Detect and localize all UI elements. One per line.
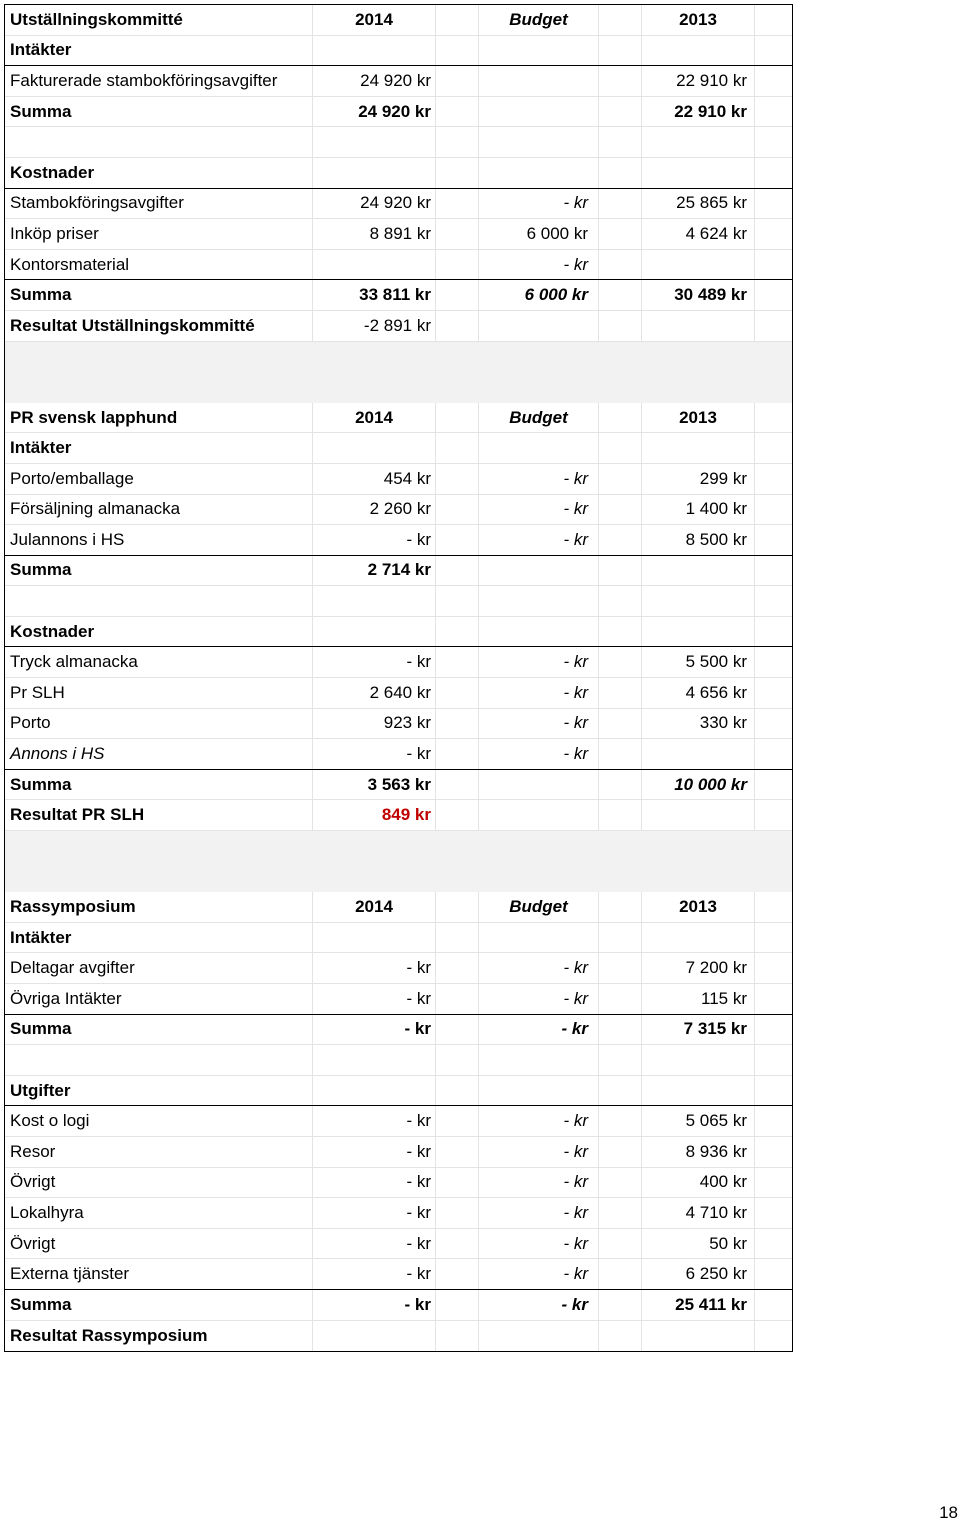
spacer-cell bbox=[599, 739, 642, 769]
spacer-cell bbox=[436, 1229, 479, 1259]
value-budget: - kr bbox=[479, 250, 599, 280]
value-budget: 6 000 kr bbox=[479, 219, 599, 249]
value-2014 bbox=[313, 1321, 436, 1352]
value-2013 bbox=[642, 1321, 755, 1352]
value-2013: 22 910 kr bbox=[642, 66, 755, 96]
row-label bbox=[5, 586, 313, 616]
table-row bbox=[5, 525, 792, 556]
table-row bbox=[5, 250, 792, 281]
value-2014: 24 920 kr bbox=[313, 66, 436, 96]
value-2014: 33 811 kr bbox=[313, 280, 436, 310]
value-2013: 115 kr bbox=[642, 984, 755, 1014]
value-2014: - kr bbox=[313, 1106, 436, 1136]
spacer-cell bbox=[599, 678, 642, 708]
spacer-cell bbox=[436, 617, 479, 647]
value-budget bbox=[479, 586, 599, 616]
spacer-cell bbox=[599, 984, 642, 1014]
page-number: 18 bbox=[939, 1503, 958, 1522]
row-label: Inköp priser bbox=[5, 219, 313, 249]
row-label: Julannons i HS bbox=[5, 525, 313, 555]
table-row bbox=[5, 97, 792, 128]
value-2013 bbox=[642, 739, 755, 769]
section-spacer bbox=[5, 342, 792, 403]
spacer-cell bbox=[599, 1045, 642, 1075]
row-label bbox=[5, 127, 313, 157]
row-label: Fakturerade stambokföringsavgifter bbox=[5, 66, 313, 96]
value-2014 bbox=[313, 617, 436, 647]
value-2013 bbox=[642, 1076, 755, 1106]
spacer-cell bbox=[599, 647, 642, 677]
spacer-cell bbox=[436, 1168, 479, 1198]
value-2013 bbox=[642, 923, 755, 953]
spacer-cell bbox=[436, 464, 479, 494]
spacer-cell bbox=[436, 158, 479, 188]
value-2013 bbox=[642, 311, 755, 341]
spacer-cell bbox=[436, 556, 479, 586]
value-2013: 400 kr bbox=[642, 1168, 755, 1198]
row-label: Annons i HS bbox=[5, 739, 313, 769]
value-2014: 24 920 kr bbox=[313, 189, 436, 219]
value-2013: 10 000 kr bbox=[642, 770, 755, 800]
row-label: Stambokföringsavgifter bbox=[5, 189, 313, 219]
table-row bbox=[5, 647, 792, 678]
value-budget: - kr bbox=[479, 739, 599, 769]
spacer-cell bbox=[436, 1106, 479, 1136]
value-2013: 5 500 kr bbox=[642, 647, 755, 677]
value-budget: Budget bbox=[479, 5, 599, 35]
table-row bbox=[5, 923, 792, 954]
value-budget: - kr bbox=[479, 1229, 599, 1259]
row-label: Summa bbox=[5, 556, 313, 586]
value-2014: - kr bbox=[313, 647, 436, 677]
value-2013 bbox=[642, 36, 755, 66]
value-2014: 2 260 kr bbox=[313, 495, 436, 525]
value-2014 bbox=[313, 923, 436, 953]
table-row bbox=[5, 495, 792, 526]
row-label: Deltagar avgifter bbox=[5, 953, 313, 983]
value-budget bbox=[479, 770, 599, 800]
row-label: Summa bbox=[5, 770, 313, 800]
value-2014: 2 714 kr bbox=[313, 556, 436, 586]
value-2013: 25 411 kr bbox=[642, 1290, 755, 1320]
value-budget: - kr bbox=[479, 953, 599, 983]
spacer-cell bbox=[436, 66, 479, 96]
table-row bbox=[5, 127, 792, 158]
value-2014: - kr bbox=[313, 1259, 436, 1289]
value-2014: 2014 bbox=[313, 5, 436, 35]
value-budget: 6 000 kr bbox=[479, 280, 599, 310]
value-2013: 8 500 kr bbox=[642, 525, 755, 555]
value-budget bbox=[479, 1045, 599, 1075]
row-label: Intäkter bbox=[5, 433, 313, 463]
value-2014: - kr bbox=[313, 1198, 436, 1228]
value-budget: - kr bbox=[479, 525, 599, 555]
value-budget: - kr bbox=[479, 1168, 599, 1198]
spacer-cell bbox=[599, 1229, 642, 1259]
spacer-cell bbox=[436, 36, 479, 66]
value-budget: - kr bbox=[479, 647, 599, 677]
table-row bbox=[5, 1015, 792, 1046]
spacer-cell bbox=[599, 709, 642, 739]
value-budget: - kr bbox=[479, 1106, 599, 1136]
spacer-cell bbox=[599, 1321, 642, 1352]
value-budget bbox=[479, 36, 599, 66]
row-label: Försäljning almanacka bbox=[5, 495, 313, 525]
spacer-cell bbox=[599, 158, 642, 188]
section-spacer bbox=[5, 831, 792, 892]
table-row bbox=[5, 1045, 792, 1076]
value-2014 bbox=[313, 586, 436, 616]
value-2014: 24 920 kr bbox=[313, 97, 436, 127]
spacer-cell bbox=[436, 1259, 479, 1289]
spacer-cell bbox=[436, 770, 479, 800]
spacer-cell bbox=[599, 97, 642, 127]
value-2014 bbox=[313, 433, 436, 463]
table-row bbox=[5, 556, 792, 587]
spacer-cell bbox=[436, 525, 479, 555]
table-row bbox=[5, 158, 792, 189]
table-row bbox=[5, 433, 792, 464]
spacer-cell bbox=[436, 923, 479, 953]
value-budget bbox=[479, 66, 599, 96]
value-2013: 2013 bbox=[642, 5, 755, 35]
spacer-cell bbox=[436, 1290, 479, 1320]
value-budget bbox=[479, 127, 599, 157]
value-2013 bbox=[642, 127, 755, 157]
row-label: Utställningskommitté bbox=[5, 5, 313, 35]
value-2013 bbox=[642, 1045, 755, 1075]
spacer-cell bbox=[436, 1198, 479, 1228]
table-row bbox=[5, 953, 792, 984]
row-label: Resultat Utställningskommitté bbox=[5, 311, 313, 341]
spacer-cell bbox=[436, 953, 479, 983]
section-header-row bbox=[5, 892, 792, 923]
table-row bbox=[5, 739, 792, 770]
value-budget bbox=[479, 311, 599, 341]
value-budget bbox=[479, 800, 599, 830]
spacer-cell bbox=[436, 189, 479, 219]
row-label: Utgifter bbox=[5, 1076, 313, 1106]
value-2013: 7 200 kr bbox=[642, 953, 755, 983]
spacer-cell bbox=[436, 97, 479, 127]
spacer-cell bbox=[599, 923, 642, 953]
spacer-cell bbox=[436, 280, 479, 310]
value-budget bbox=[479, 1076, 599, 1106]
spacer-cell bbox=[436, 739, 479, 769]
row-label: Intäkter bbox=[5, 923, 313, 953]
spacer-cell bbox=[436, 586, 479, 616]
spacer-cell bbox=[599, 617, 642, 647]
row-label: Kontorsmaterial bbox=[5, 250, 313, 280]
value-2013: 330 kr bbox=[642, 709, 755, 739]
spacer-cell bbox=[436, 250, 479, 280]
row-label: Lokalhyra bbox=[5, 1198, 313, 1228]
spacer-cell bbox=[599, 953, 642, 983]
spacer-cell bbox=[599, 770, 642, 800]
row-label: Summa bbox=[5, 1015, 313, 1045]
spacer-cell bbox=[436, 127, 479, 157]
value-budget bbox=[479, 1321, 599, 1352]
value-2013 bbox=[642, 800, 755, 830]
table-row bbox=[5, 800, 792, 831]
spacer-cell bbox=[599, 433, 642, 463]
spacer-cell bbox=[599, 464, 642, 494]
row-label: Resultat Rassymposium bbox=[5, 1321, 313, 1352]
value-2013: 4 656 kr bbox=[642, 678, 755, 708]
value-2013: 5 065 kr bbox=[642, 1106, 755, 1136]
value-2014 bbox=[313, 36, 436, 66]
spacer-cell bbox=[436, 311, 479, 341]
value-2014: 454 kr bbox=[313, 464, 436, 494]
spacer-cell bbox=[436, 433, 479, 463]
spacer-cell bbox=[599, 5, 642, 35]
row-label: Porto bbox=[5, 709, 313, 739]
spacer-cell bbox=[436, 647, 479, 677]
spacer-cell bbox=[599, 1076, 642, 1106]
value-2013: 4 624 kr bbox=[642, 219, 755, 249]
value-2013: 7 315 kr bbox=[642, 1015, 755, 1045]
row-label: Resor bbox=[5, 1137, 313, 1167]
table-row bbox=[5, 617, 792, 648]
table-row bbox=[5, 1198, 792, 1229]
value-2013 bbox=[642, 433, 755, 463]
table-row bbox=[5, 36, 792, 67]
spacer-cell bbox=[436, 1045, 479, 1075]
value-2014: - kr bbox=[313, 1137, 436, 1167]
spacer-cell bbox=[436, 495, 479, 525]
spacer-cell bbox=[436, 709, 479, 739]
value-budget: - kr bbox=[479, 678, 599, 708]
table-row bbox=[5, 1106, 792, 1137]
value-2014: - kr bbox=[313, 1015, 436, 1045]
value-2013: 4 710 kr bbox=[642, 1198, 755, 1228]
table-row bbox=[5, 219, 792, 250]
value-2013 bbox=[642, 158, 755, 188]
spacer-cell bbox=[436, 1076, 479, 1106]
table-row bbox=[5, 709, 792, 740]
spacer-cell bbox=[599, 525, 642, 555]
spacer-cell bbox=[599, 219, 642, 249]
spacer-cell bbox=[599, 1259, 642, 1289]
table-row bbox=[5, 189, 792, 220]
row-label: Pr SLH bbox=[5, 678, 313, 708]
spacer-cell bbox=[599, 556, 642, 586]
budget-spreadsheet bbox=[4, 4, 793, 1352]
table-row bbox=[5, 1229, 792, 1260]
value-2013: 2013 bbox=[642, 892, 755, 922]
value-2014: - kr bbox=[313, 1290, 436, 1320]
spacer-cell bbox=[599, 250, 642, 280]
row-label: Kostnader bbox=[5, 617, 313, 647]
table-row bbox=[5, 770, 792, 801]
value-2014 bbox=[313, 1045, 436, 1075]
spacer-cell bbox=[599, 1198, 642, 1228]
value-2013: 30 489 kr bbox=[642, 280, 755, 310]
value-2013 bbox=[642, 586, 755, 616]
value-budget: - kr bbox=[479, 1015, 599, 1045]
spacer-cell bbox=[599, 127, 642, 157]
value-2013 bbox=[642, 617, 755, 647]
value-budget bbox=[479, 556, 599, 586]
row-label bbox=[5, 1045, 313, 1075]
row-label: PR svensk lapphund bbox=[5, 403, 313, 433]
value-budget bbox=[479, 97, 599, 127]
spacer-cell bbox=[599, 1015, 642, 1045]
spacer-cell bbox=[436, 892, 479, 922]
row-label: Resultat PR SLH bbox=[5, 800, 313, 830]
spacer-cell bbox=[599, 1168, 642, 1198]
spacer-cell bbox=[599, 36, 642, 66]
spacer-cell bbox=[436, 219, 479, 249]
value-2014: 3 563 kr bbox=[313, 770, 436, 800]
spacer-cell bbox=[599, 403, 642, 433]
value-2014: 923 kr bbox=[313, 709, 436, 739]
spacer-cell bbox=[599, 586, 642, 616]
row-label: Porto/emballage bbox=[5, 464, 313, 494]
value-2014 bbox=[313, 127, 436, 157]
table-row bbox=[5, 1290, 792, 1321]
spacer-cell bbox=[599, 1290, 642, 1320]
row-label: Tryck almanacka bbox=[5, 647, 313, 677]
spacer-cell bbox=[599, 1106, 642, 1136]
value-budget: Budget bbox=[479, 892, 599, 922]
table-row bbox=[5, 311, 792, 342]
value-budget: - kr bbox=[479, 1198, 599, 1228]
value-2013: 8 936 kr bbox=[642, 1137, 755, 1167]
value-2014: - kr bbox=[313, 953, 436, 983]
value-budget: - kr bbox=[479, 495, 599, 525]
value-2014: - kr bbox=[313, 525, 436, 555]
row-label: Övriga Intäkter bbox=[5, 984, 313, 1014]
value-2014: 2014 bbox=[313, 403, 436, 433]
spacer-cell bbox=[599, 495, 642, 525]
value-2014: 2 640 kr bbox=[313, 678, 436, 708]
table-row bbox=[5, 1168, 792, 1199]
row-label: Övrigt bbox=[5, 1168, 313, 1198]
section-header-row bbox=[5, 403, 792, 434]
value-2014: 8 891 kr bbox=[313, 219, 436, 249]
value-budget: - kr bbox=[479, 189, 599, 219]
table-row bbox=[5, 280, 792, 311]
row-label: Kostnader bbox=[5, 158, 313, 188]
value-budget: - kr bbox=[479, 1290, 599, 1320]
spacer-cell bbox=[599, 66, 642, 96]
value-2013: 6 250 kr bbox=[642, 1259, 755, 1289]
value-2014: 849 kr bbox=[313, 800, 436, 830]
row-label: Summa bbox=[5, 280, 313, 310]
value-2013: 1 400 kr bbox=[642, 495, 755, 525]
row-label: Summa bbox=[5, 1290, 313, 1320]
value-2014 bbox=[313, 158, 436, 188]
value-2013: 25 865 kr bbox=[642, 189, 755, 219]
value-budget: - kr bbox=[479, 1137, 599, 1167]
spacer-cell bbox=[599, 800, 642, 830]
value-2014: - kr bbox=[313, 739, 436, 769]
spacer-cell bbox=[436, 800, 479, 830]
row-label: Intäkter bbox=[5, 36, 313, 66]
spacer-cell bbox=[436, 678, 479, 708]
value-2014: -2 891 kr bbox=[313, 311, 436, 341]
table-row bbox=[5, 1137, 792, 1168]
value-budget: - kr bbox=[479, 1259, 599, 1289]
table-row bbox=[5, 678, 792, 709]
value-budget: - kr bbox=[479, 464, 599, 494]
value-2014: - kr bbox=[313, 984, 436, 1014]
spacer-cell bbox=[436, 984, 479, 1014]
spacer-cell bbox=[599, 280, 642, 310]
value-2014: 2014 bbox=[313, 892, 436, 922]
spacer-cell bbox=[436, 403, 479, 433]
table-row bbox=[5, 464, 792, 495]
row-label: Summa bbox=[5, 97, 313, 127]
value-budget: - kr bbox=[479, 709, 599, 739]
spacer-cell bbox=[436, 5, 479, 35]
table-row bbox=[5, 1321, 792, 1352]
spacer-cell bbox=[436, 1321, 479, 1352]
table-row bbox=[5, 1259, 792, 1290]
value-budget: Budget bbox=[479, 403, 599, 433]
spacer-cell bbox=[436, 1015, 479, 1045]
row-label: Rassymposium bbox=[5, 892, 313, 922]
table-row bbox=[5, 66, 792, 97]
section-header-row bbox=[5, 5, 792, 36]
row-label: Övrigt bbox=[5, 1229, 313, 1259]
value-2013: 299 kr bbox=[642, 464, 755, 494]
table-row bbox=[5, 1076, 792, 1107]
spacer-cell bbox=[599, 189, 642, 219]
value-budget: - kr bbox=[479, 984, 599, 1014]
spacer-cell bbox=[599, 892, 642, 922]
value-2013: 50 kr bbox=[642, 1229, 755, 1259]
spacer-cell bbox=[599, 311, 642, 341]
value-2013: 22 910 kr bbox=[642, 97, 755, 127]
value-2014: - kr bbox=[313, 1229, 436, 1259]
value-2013 bbox=[642, 250, 755, 280]
value-2013 bbox=[642, 556, 755, 586]
value-budget bbox=[479, 433, 599, 463]
spacer-cell bbox=[436, 1137, 479, 1167]
row-label: Kost o logi bbox=[5, 1106, 313, 1136]
value-budget bbox=[479, 617, 599, 647]
value-2013: 2013 bbox=[642, 403, 755, 433]
value-budget bbox=[479, 158, 599, 188]
table-row bbox=[5, 984, 792, 1015]
value-2014 bbox=[313, 250, 436, 280]
value-2014 bbox=[313, 1076, 436, 1106]
row-label: Externa tjänster bbox=[5, 1259, 313, 1289]
spacer-cell bbox=[599, 1137, 642, 1167]
value-budget bbox=[479, 923, 599, 953]
table-row bbox=[5, 586, 792, 617]
value-2014: - kr bbox=[313, 1168, 436, 1198]
